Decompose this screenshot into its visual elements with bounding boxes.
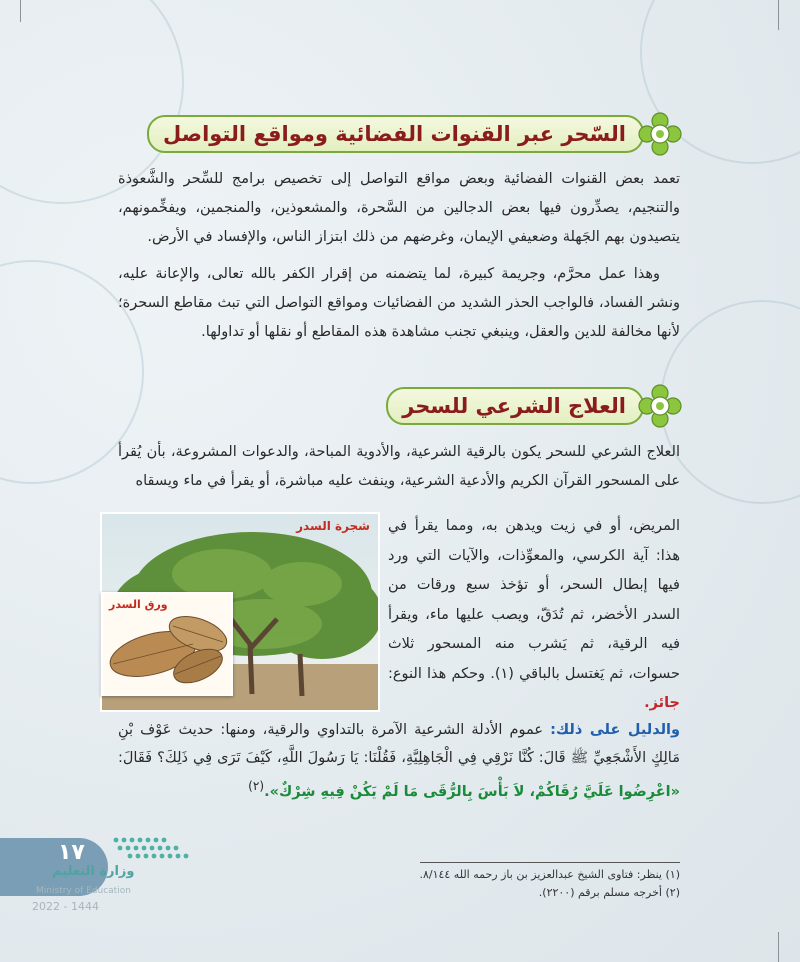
flower-ornament-icon [638,112,682,156]
page-number: ١٧ [58,840,85,865]
evidence-text: عموم الأدلة الشرعية الآمرة بالتداوي والرقية، ومنها: حديث عَوْف بْنِ مَالِكٍ الأَشْجَعِيِّ ﷺ قَالَ: كُنَّا نَرْقِي فِي الْجَاهِلِيَّةِ، فَقُلْنَا: يَا رَسُولَ اللَّهِ، كَيْفَ تَرَى فِي ذَلِكَ؟ فَقَالَ: [118,722,680,766]
leaf-caption: ورق السدر [109,598,168,611]
ministry-logo-icon [110,834,190,862]
evidence-label: والدليل على ذلك: [550,722,681,738]
flower-ornament-icon [638,384,682,428]
section-heading-1 [147,114,682,154]
hadith-reference: (٢) [248,779,265,793]
section-title: السّحر عبر القنوات الفضائية ومواقع التواصل [147,115,644,153]
crop-mark [20,0,21,22]
section-heading-2 [386,386,682,426]
treatment-details [388,512,680,719]
ministry-name-ar: وزارة التعليم [52,864,135,879]
hadith-quote: «اعْرِضُوا عَلَيَّ رُقَاكُمْ، لاَ بَأْسَ بِالرُّقَى مَا لَمْ يَكُنْ فِيهِ شِرْكٌ». [264,783,680,800]
edition-year: 2022 - 1444 [32,900,99,913]
crop-mark [778,0,779,30]
tree-caption: شجرة السدر [296,519,370,533]
treatment-details-text: المريض، أو في زيت ويدهن به، ومما يقرأ في هذا: آية الكرسي، والمعوِّذات، والآيات التي ورد فيها إبطال السحر، أو تؤخذ سبع ورقات من السدر الأخضر، ثم تُدَقّ، ويصب عليها ماء، ويقرأ فيه الرقية، ثم يَشرب منه المسحور ثلاث حسوات، ثم يَغتسل بالباقي (١). وحكم هذا النوع: [388,518,680,682]
section-title: العلاج الشرعي للسحر [386,387,644,425]
evidence-paragraph [118,716,680,806]
footnote-1: (١) ينظر: فتاوى الشيخ عبدالعزيز بن باز رحمه الله ٨/١٤٤. [419,868,680,881]
treatment-intro: العلاج الشرعي للسحر يكون بالرقية الشرعية، والأدوية المباحة، والدعوات المشروعة، بأن يُقرأ على المسحور القرآن الكريم والأدعية الشرعية، وينفث عليه مباشرة، أو يقرأ في ماء ويسقاه [118,444,680,489]
ruling-value: جائز. [644,695,680,711]
section1-paragraph-2: وهذا عمل محرَّم، وجريمة كبيرة، لما يتضمنه من إقرار الكفر بالله تعالى، والإعانة عليه، ونشر الفساد، فالواجب الحذر الشديد من الفضائيات ومواقع التواصل التي تبث مقاطع السحرة؛ لأنها مخالفة للدين والعقل، وينبغي تجنب مشاهدة هذه المقاطع أو نقلها أو تداولها. [118,266,680,340]
section1-paragraph-1: تعمد بعض القنوات الفضائية وبعض مواقع التواصل إلى تخصيص برامج للسِّحر والشَّعوذة والتنجيم، يصدِّرون فيها بعض الدجالين من السَّحرة، والمشعوذين، والمنجمين، ويفخِّمونهم، يتصيدون بهم الجَهلة وضعيفي الإيمان، وغرضهم من ذلك ابتزاز الناس، والإفساد في الأرض. [118,171,680,245]
footnote-divider [420,862,680,863]
footnote-2: (٢) أخرجه مسلم برقم (٢٢٠٠). [538,886,680,899]
lote-leaf-photo [101,592,233,696]
crop-mark [778,932,779,962]
ministry-name-en: Ministry of Education [36,886,131,896]
